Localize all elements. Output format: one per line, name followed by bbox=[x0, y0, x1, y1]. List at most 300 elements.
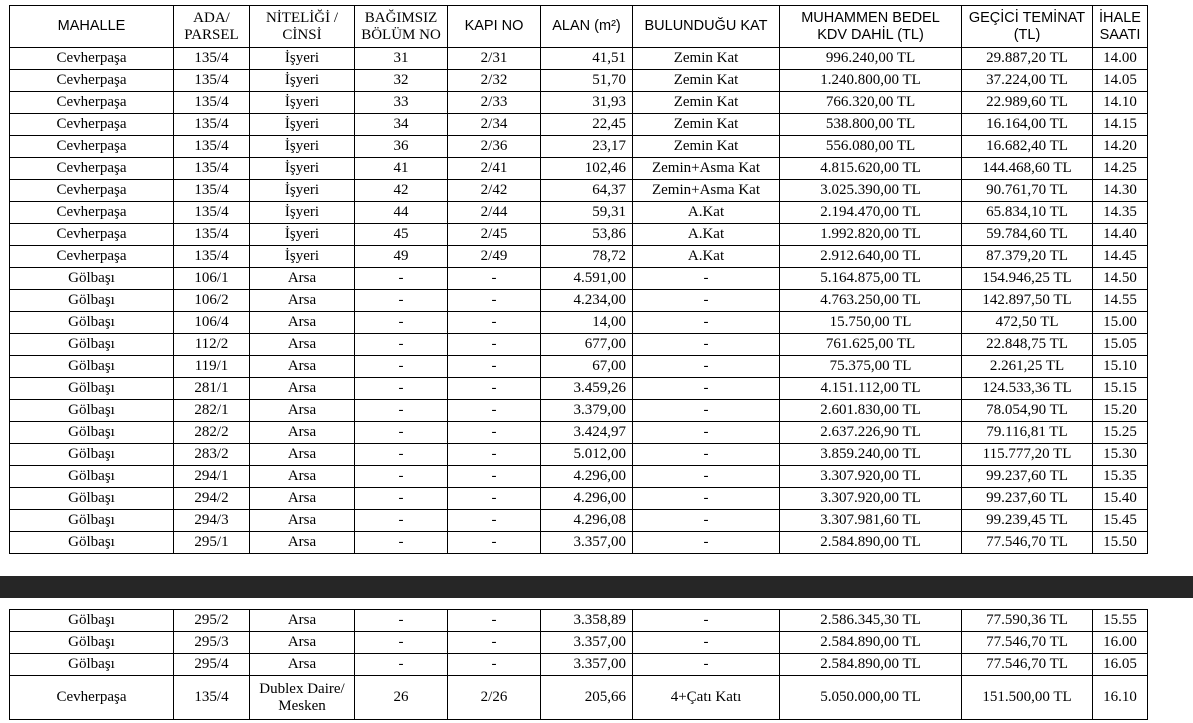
cell-ada: 106/2 bbox=[174, 290, 250, 312]
cell-alan: 4.296,08 bbox=[541, 510, 633, 532]
header-bolum bbox=[355, 6, 448, 48]
cell-alan: 4.234,00 bbox=[541, 290, 633, 312]
cell-bolum: - bbox=[355, 356, 448, 378]
cell-ada: 135/4 bbox=[174, 70, 250, 92]
cell-kapi: - bbox=[448, 400, 541, 422]
cell-mahalle: Gölbaşı bbox=[10, 400, 174, 422]
cell-kapi: - bbox=[448, 334, 541, 356]
cell-bolum: - bbox=[355, 532, 448, 554]
cell-saat: 15.45 bbox=[1093, 510, 1148, 532]
table-row bbox=[10, 356, 1148, 378]
cell-kapi: - bbox=[448, 488, 541, 510]
cell-nitelik: İşyeri bbox=[250, 114, 355, 136]
cell-nitelik: Arsa bbox=[250, 488, 355, 510]
cell-kapi: - bbox=[448, 290, 541, 312]
cell-bedel: 4.151.112,00 TL bbox=[780, 378, 962, 400]
cell-mahalle: Gölbaşı bbox=[10, 488, 174, 510]
table-body-last bbox=[10, 676, 1148, 720]
cell-kat: - bbox=[633, 610, 780, 632]
cell-bolum: 33 bbox=[355, 92, 448, 114]
cell-nitelik: Arsa bbox=[250, 356, 355, 378]
cell-kat: - bbox=[633, 654, 780, 676]
cell-mahalle: Gölbaşı bbox=[10, 610, 174, 632]
cell-alan: 78,72 bbox=[541, 246, 633, 268]
cell-ada: 135/4 bbox=[174, 92, 250, 114]
cell-teminat: 37.224,00 TL bbox=[962, 70, 1093, 92]
cell-kat: Zemin+Asma Kat bbox=[633, 180, 780, 202]
cell-nitelik: Arsa bbox=[250, 466, 355, 488]
cell-alan: 51,70 bbox=[541, 70, 633, 92]
cell-kapi: 2/36 bbox=[448, 136, 541, 158]
cell-kat: Zemin Kat bbox=[633, 136, 780, 158]
table-row bbox=[10, 92, 1148, 114]
cell-alan: 5.012,00 bbox=[541, 444, 633, 466]
cell-mahalle: Cevherpaşa bbox=[10, 180, 174, 202]
table-row bbox=[10, 114, 1148, 136]
cell-bolum: - bbox=[355, 378, 448, 400]
cell-ada: 135/4 bbox=[174, 136, 250, 158]
cell-bolum: 49 bbox=[355, 246, 448, 268]
cell-mahalle: Gölbaşı bbox=[10, 290, 174, 312]
cell-saat: 14.05 bbox=[1093, 70, 1148, 92]
cell-saat: 15.10 bbox=[1093, 356, 1148, 378]
cell-bolum: - bbox=[355, 444, 448, 466]
cell-teminat: 16.682,40 TL bbox=[962, 136, 1093, 158]
cell-kapi: 2/44 bbox=[448, 202, 541, 224]
cell-kapi: 2/26 bbox=[448, 676, 541, 720]
cell-mahalle: Gölbaşı bbox=[10, 378, 174, 400]
header-teminat bbox=[962, 6, 1093, 48]
cell-kat: - bbox=[633, 312, 780, 334]
cell-ada: 135/4 bbox=[174, 246, 250, 268]
cell-bedel: 2.194.470,00 TL bbox=[780, 202, 962, 224]
cell-mahalle: Gölbaşı bbox=[10, 532, 174, 554]
cell-saat: 15.00 bbox=[1093, 312, 1148, 334]
table-row bbox=[10, 654, 1148, 676]
cell-bedel: 4.815.620,00 TL bbox=[780, 158, 962, 180]
cell-kat: - bbox=[633, 268, 780, 290]
cell-nitelik: İşyeri bbox=[250, 180, 355, 202]
cell-bedel: 3.307.920,00 TL bbox=[780, 466, 962, 488]
cell-ada: 135/4 bbox=[174, 224, 250, 246]
cell-mahalle: Gölbaşı bbox=[10, 654, 174, 676]
cell-saat: 15.20 bbox=[1093, 400, 1148, 422]
cell-ada: 295/2 bbox=[174, 610, 250, 632]
table-row bbox=[10, 224, 1148, 246]
cell-bedel: 556.080,00 TL bbox=[780, 136, 962, 158]
cell-ada: 106/1 bbox=[174, 268, 250, 290]
cell-teminat: 99.237,60 TL bbox=[962, 466, 1093, 488]
cell-bolum: - bbox=[355, 290, 448, 312]
cell-nitelik: Arsa bbox=[250, 532, 355, 554]
cell-ada: 106/4 bbox=[174, 312, 250, 334]
cell-kat: - bbox=[633, 378, 780, 400]
cell-saat: 14.35 bbox=[1093, 202, 1148, 224]
cell-mahalle: Cevherpaşa bbox=[10, 70, 174, 92]
table-row bbox=[10, 136, 1148, 158]
cell-alan: 102,46 bbox=[541, 158, 633, 180]
table-row bbox=[10, 202, 1148, 224]
cell-bedel: 2.637.226,90 TL bbox=[780, 422, 962, 444]
cell-kapi: - bbox=[448, 632, 541, 654]
cell-kapi: 2/42 bbox=[448, 180, 541, 202]
cell-kat: - bbox=[633, 400, 780, 422]
table-row bbox=[10, 70, 1148, 92]
cell-kapi: 2/31 bbox=[448, 48, 541, 70]
cell-nitelik: Arsa bbox=[250, 268, 355, 290]
header-bolum-line1: BAĞIMSIZ bbox=[364, 9, 438, 26]
cell-bedel: 2.584.890,00 TL bbox=[780, 532, 962, 554]
cell-bedel: 1.240.800,00 TL bbox=[780, 70, 962, 92]
cell-kapi: 2/33 bbox=[448, 92, 541, 114]
cell-bedel: 15.750,00 TL bbox=[780, 312, 962, 334]
cell-saat: 14.40 bbox=[1093, 224, 1148, 246]
cell-bedel: 2.584.890,00 TL bbox=[780, 654, 962, 676]
cell-saat: 14.10 bbox=[1093, 92, 1148, 114]
cell-kapi: 2/49 bbox=[448, 246, 541, 268]
cell-alan: 3.358,89 bbox=[541, 610, 633, 632]
cell-kapi: - bbox=[448, 654, 541, 676]
cell-teminat: 99.237,60 TL bbox=[962, 488, 1093, 510]
cell-teminat: 2.261,25 TL bbox=[962, 356, 1093, 378]
cell-teminat: 16.164,00 TL bbox=[962, 114, 1093, 136]
cell-bedel: 3.307.920,00 TL bbox=[780, 488, 962, 510]
cell-bolum: 26 bbox=[355, 676, 448, 720]
cell-ada: 295/3 bbox=[174, 632, 250, 654]
cell-teminat: 77.546,70 TL bbox=[962, 654, 1093, 676]
table-row bbox=[10, 676, 1148, 720]
cell-alan: 4.296,00 bbox=[541, 488, 633, 510]
cell-saat: 14.30 bbox=[1093, 180, 1148, 202]
cell-bedel: 3.025.390,00 TL bbox=[780, 180, 962, 202]
cell-kat: A.Kat bbox=[633, 202, 780, 224]
cell-teminat: 154.946,25 TL bbox=[962, 268, 1093, 290]
header-nitelik-line1: NİTELİĞİ / bbox=[265, 9, 339, 26]
cell-kapi: 2/32 bbox=[448, 70, 541, 92]
table-body-continued bbox=[10, 610, 1148, 676]
cell-bedel: 75.375,00 TL bbox=[780, 356, 962, 378]
cell-bolum: - bbox=[355, 632, 448, 654]
cell-ada: 294/1 bbox=[174, 466, 250, 488]
cell-mahalle: Gölbaşı bbox=[10, 632, 174, 654]
cell-kapi: 2/34 bbox=[448, 114, 541, 136]
cell-kat: - bbox=[633, 532, 780, 554]
header-bedel-line1: MUHAMMEN BEDEL bbox=[801, 9, 940, 26]
cell-teminat: 77.590,36 TL bbox=[962, 610, 1093, 632]
cell-bolum: 36 bbox=[355, 136, 448, 158]
cell-teminat: 472,50 TL bbox=[962, 312, 1093, 334]
cell-teminat: 79.116,81 TL bbox=[962, 422, 1093, 444]
cell-saat: 16.05 bbox=[1093, 654, 1148, 676]
table-body bbox=[10, 48, 1148, 554]
cell-teminat: 59.784,60 TL bbox=[962, 224, 1093, 246]
cell-kat: - bbox=[633, 290, 780, 312]
cell-kat: A.Kat bbox=[633, 246, 780, 268]
cell-nitelik: Arsa bbox=[250, 510, 355, 532]
cell-kapi: - bbox=[448, 610, 541, 632]
cell-nitelik: Arsa bbox=[250, 632, 355, 654]
table-row bbox=[10, 466, 1148, 488]
cell-saat: 14.50 bbox=[1093, 268, 1148, 290]
cell-saat: 15.30 bbox=[1093, 444, 1148, 466]
cell-bolum: - bbox=[355, 510, 448, 532]
cell-nitelik: Arsa bbox=[250, 378, 355, 400]
cell-teminat: 22.989,60 TL bbox=[962, 92, 1093, 114]
cell-kapi: 2/41 bbox=[448, 158, 541, 180]
cell-mahalle: Cevherpaşa bbox=[10, 48, 174, 70]
cell-mahalle: Cevherpaşa bbox=[10, 224, 174, 246]
cell-mahalle: Cevherpaşa bbox=[10, 158, 174, 180]
cell-bedel: 1.992.820,00 TL bbox=[780, 224, 962, 246]
cell-kapi: - bbox=[448, 378, 541, 400]
table-row bbox=[10, 246, 1148, 268]
cell-nitelik: Arsa bbox=[250, 610, 355, 632]
cell-nitelik: İşyeri bbox=[250, 224, 355, 246]
cell-bedel: 2.586.345,30 TL bbox=[780, 610, 962, 632]
cell-saat: 15.35 bbox=[1093, 466, 1148, 488]
cell-alan: 3.357,00 bbox=[541, 532, 633, 554]
cell-mahalle: Cevherpaşa bbox=[10, 246, 174, 268]
cell-bolum: - bbox=[355, 466, 448, 488]
cell-kat: A.Kat bbox=[633, 224, 780, 246]
cell-ada: 294/3 bbox=[174, 510, 250, 532]
cell-teminat: 78.054,90 TL bbox=[962, 400, 1093, 422]
cell-mahalle: Cevherpaşa bbox=[10, 136, 174, 158]
cell-saat: 14.25 bbox=[1093, 158, 1148, 180]
cell-nitelik: Arsa bbox=[250, 400, 355, 422]
header-row bbox=[10, 6, 1148, 48]
cell-nitelik: Arsa bbox=[250, 312, 355, 334]
header-bedel bbox=[780, 6, 962, 48]
header-mahalle bbox=[10, 6, 174, 48]
table-row bbox=[10, 444, 1148, 466]
header-kapi bbox=[448, 6, 541, 48]
cell-nitelik: Arsa bbox=[250, 444, 355, 466]
cell-saat: 15.15 bbox=[1093, 378, 1148, 400]
cell-saat: 14.45 bbox=[1093, 246, 1148, 268]
cell-mahalle: Cevherpaşa bbox=[10, 202, 174, 224]
header-saat bbox=[1093, 6, 1148, 48]
cell-nitelik: İşyeri bbox=[250, 48, 355, 70]
cell-kapi: - bbox=[448, 510, 541, 532]
cell-bolum: - bbox=[355, 422, 448, 444]
cell-saat: 14.00 bbox=[1093, 48, 1148, 70]
cell-alan: 3.357,00 bbox=[541, 654, 633, 676]
table-row bbox=[10, 312, 1148, 334]
cell-kapi: - bbox=[448, 466, 541, 488]
cell-kat: - bbox=[633, 466, 780, 488]
cell-saat: 14.15 bbox=[1093, 114, 1148, 136]
cell-saat: 15.25 bbox=[1093, 422, 1148, 444]
table-row bbox=[10, 510, 1148, 532]
cell-teminat: 124.533,36 TL bbox=[962, 378, 1093, 400]
table-row bbox=[10, 290, 1148, 312]
cell-ada: 295/1 bbox=[174, 532, 250, 554]
header-mahalle-label: MAHALLE bbox=[57, 18, 126, 34]
cell-bedel: 5.164.875,00 TL bbox=[780, 268, 962, 290]
cell-kat: Zemin Kat bbox=[633, 70, 780, 92]
cell-alan: 3.357,00 bbox=[541, 632, 633, 654]
cell-kat: - bbox=[633, 356, 780, 378]
header-bolum-line2: BÖLÜM NO bbox=[361, 26, 441, 43]
cell-saat: 16.10 bbox=[1093, 676, 1148, 720]
cell-saat: 15.55 bbox=[1093, 610, 1148, 632]
cell-ada: 112/2 bbox=[174, 334, 250, 356]
cell-teminat: 29.887,20 TL bbox=[962, 48, 1093, 70]
cell-kapi: - bbox=[448, 312, 541, 334]
cell-bedel: 2.584.890,00 TL bbox=[780, 632, 962, 654]
cell-bolum: - bbox=[355, 654, 448, 676]
cell-bolum: 44 bbox=[355, 202, 448, 224]
cell-nitelik: Arsa bbox=[250, 290, 355, 312]
table-row bbox=[10, 268, 1148, 290]
cell-mahalle: Gölbaşı bbox=[10, 510, 174, 532]
cell-nitelik: İşyeri bbox=[250, 92, 355, 114]
page-break-bar bbox=[0, 576, 1193, 598]
cell-bedel: 538.800,00 TL bbox=[780, 114, 962, 136]
cell-bedel: 3.307.981,60 TL bbox=[780, 510, 962, 532]
cell-saat: 15.40 bbox=[1093, 488, 1148, 510]
cell-nitelik: İşyeri bbox=[250, 202, 355, 224]
cell-ada: 282/2 bbox=[174, 422, 250, 444]
header-saat-line1: İHALE bbox=[1099, 9, 1141, 26]
cell-teminat: 151.500,00 TL bbox=[962, 676, 1093, 720]
cell-nitelik: Arsa bbox=[250, 334, 355, 356]
cell-alan: 4.296,00 bbox=[541, 466, 633, 488]
header-nitelik bbox=[250, 6, 355, 48]
cell-nitelik-line1: Dublex Daire/ bbox=[259, 680, 345, 697]
header-alan-label: ALAN (m²) bbox=[552, 18, 621, 34]
cell-bolum: 45 bbox=[355, 224, 448, 246]
cell-alan: 14,00 bbox=[541, 312, 633, 334]
cell-teminat: 65.834,10 TL bbox=[962, 202, 1093, 224]
cell-mahalle: Gölbaşı bbox=[10, 422, 174, 444]
cell-ada: 135/4 bbox=[174, 48, 250, 70]
cell-nitelik-line2: Mesken bbox=[278, 697, 326, 714]
header-bedel-line2: KDV DAHİL (TL) bbox=[817, 26, 924, 43]
cell-mahalle: Gölbaşı bbox=[10, 444, 174, 466]
cell-bolum: 42 bbox=[355, 180, 448, 202]
cell-kapi: - bbox=[448, 422, 541, 444]
cell-ada: 282/1 bbox=[174, 400, 250, 422]
cell-nitelik: İşyeri bbox=[250, 246, 355, 268]
cell-alan: 41,51 bbox=[541, 48, 633, 70]
cell-mahalle: Gölbaşı bbox=[10, 466, 174, 488]
cell-kapi: - bbox=[448, 356, 541, 378]
cell-mahalle: Gölbaşı bbox=[10, 268, 174, 290]
cell-bedel: 2.601.830,00 TL bbox=[780, 400, 962, 422]
cell-kat: 4+Çatı Katı bbox=[633, 676, 780, 720]
header-kat-label: BULUNDUĞU KAT bbox=[644, 18, 768, 34]
cell-saat: 15.05 bbox=[1093, 334, 1148, 356]
header-teminat-line2: (TL) bbox=[1013, 26, 1041, 43]
table-row bbox=[10, 422, 1148, 444]
header-ada-parsel bbox=[174, 6, 250, 48]
cell-teminat: 77.546,70 TL bbox=[962, 532, 1093, 554]
table-row bbox=[10, 488, 1148, 510]
cell-teminat: 22.848,75 TL bbox=[962, 334, 1093, 356]
cell-bedel: 2.912.640,00 TL bbox=[780, 246, 962, 268]
cell-bedel: 5.050.000,00 TL bbox=[780, 676, 962, 720]
cell-bedel: 766.320,00 TL bbox=[780, 92, 962, 114]
cell-bedel: 4.763.250,00 TL bbox=[780, 290, 962, 312]
table-row bbox=[10, 632, 1148, 654]
cell-nitelik: İşyeri bbox=[250, 70, 355, 92]
table-row bbox=[10, 400, 1148, 422]
cell-teminat: 115.777,20 TL bbox=[962, 444, 1093, 466]
cell-teminat: 90.761,70 TL bbox=[962, 180, 1093, 202]
cell-kat: - bbox=[633, 334, 780, 356]
cell-saat: 16.00 bbox=[1093, 632, 1148, 654]
cell-teminat: 87.379,20 TL bbox=[962, 246, 1093, 268]
cell-mahalle: Cevherpaşa bbox=[10, 676, 174, 720]
auction-table bbox=[9, 5, 1148, 554]
cell-ada: 119/1 bbox=[174, 356, 250, 378]
cell-alan: 4.591,00 bbox=[541, 268, 633, 290]
table-row bbox=[10, 378, 1148, 400]
cell-alan: 3.379,00 bbox=[541, 400, 633, 422]
cell-bolum: 41 bbox=[355, 158, 448, 180]
cell-nitelik bbox=[250, 676, 355, 720]
table-row bbox=[10, 158, 1148, 180]
cell-alan: 22,45 bbox=[541, 114, 633, 136]
cell-alan: 23,17 bbox=[541, 136, 633, 158]
header-saat-line2: SAATI bbox=[1099, 26, 1141, 43]
header-nitelik-line2: CİNSİ bbox=[282, 26, 322, 43]
cell-ada: 135/4 bbox=[174, 676, 250, 720]
cell-kapi: - bbox=[448, 268, 541, 290]
cell-kapi: 2/45 bbox=[448, 224, 541, 246]
cell-alan: 205,66 bbox=[541, 676, 633, 720]
table-row bbox=[10, 532, 1148, 554]
cell-ada: 135/4 bbox=[174, 180, 250, 202]
table-row bbox=[10, 334, 1148, 356]
cell-kat: - bbox=[633, 632, 780, 654]
cell-bolum: 34 bbox=[355, 114, 448, 136]
cell-bolum: 31 bbox=[355, 48, 448, 70]
auction-table-continued bbox=[9, 609, 1148, 720]
header-teminat-line1: GEÇİCİ TEMİNAT bbox=[968, 9, 1086, 26]
cell-bolum: - bbox=[355, 610, 448, 632]
cell-ada: 135/4 bbox=[174, 158, 250, 180]
cell-mahalle: Cevherpaşa bbox=[10, 92, 174, 114]
cell-bolum: - bbox=[355, 268, 448, 290]
cell-ada: 135/4 bbox=[174, 114, 250, 136]
cell-mahalle: Gölbaşı bbox=[10, 334, 174, 356]
cell-alan: 67,00 bbox=[541, 356, 633, 378]
cell-teminat: 144.468,60 TL bbox=[962, 158, 1093, 180]
cell-bolum: - bbox=[355, 312, 448, 334]
cell-alan: 59,31 bbox=[541, 202, 633, 224]
header-kapi-label: KAPI NO bbox=[464, 18, 524, 34]
cell-mahalle: Gölbaşı bbox=[10, 312, 174, 334]
cell-teminat: 77.546,70 TL bbox=[962, 632, 1093, 654]
cell-alan: 31,93 bbox=[541, 92, 633, 114]
cell-bedel: 761.625,00 TL bbox=[780, 334, 962, 356]
cell-teminat: 99.239,45 TL bbox=[962, 510, 1093, 532]
cell-mahalle: Cevherpaşa bbox=[10, 114, 174, 136]
cell-ada: 294/2 bbox=[174, 488, 250, 510]
cell-kat: - bbox=[633, 510, 780, 532]
cell-saat: 15.50 bbox=[1093, 532, 1148, 554]
cell-kapi: - bbox=[448, 444, 541, 466]
cell-alan: 64,37 bbox=[541, 180, 633, 202]
cell-bedel: 996.240,00 TL bbox=[780, 48, 962, 70]
cell-mahalle: Gölbaşı bbox=[10, 356, 174, 378]
table-row bbox=[10, 180, 1148, 202]
cell-ada: 295/4 bbox=[174, 654, 250, 676]
header-ada-line1: ADA/ bbox=[193, 9, 230, 26]
